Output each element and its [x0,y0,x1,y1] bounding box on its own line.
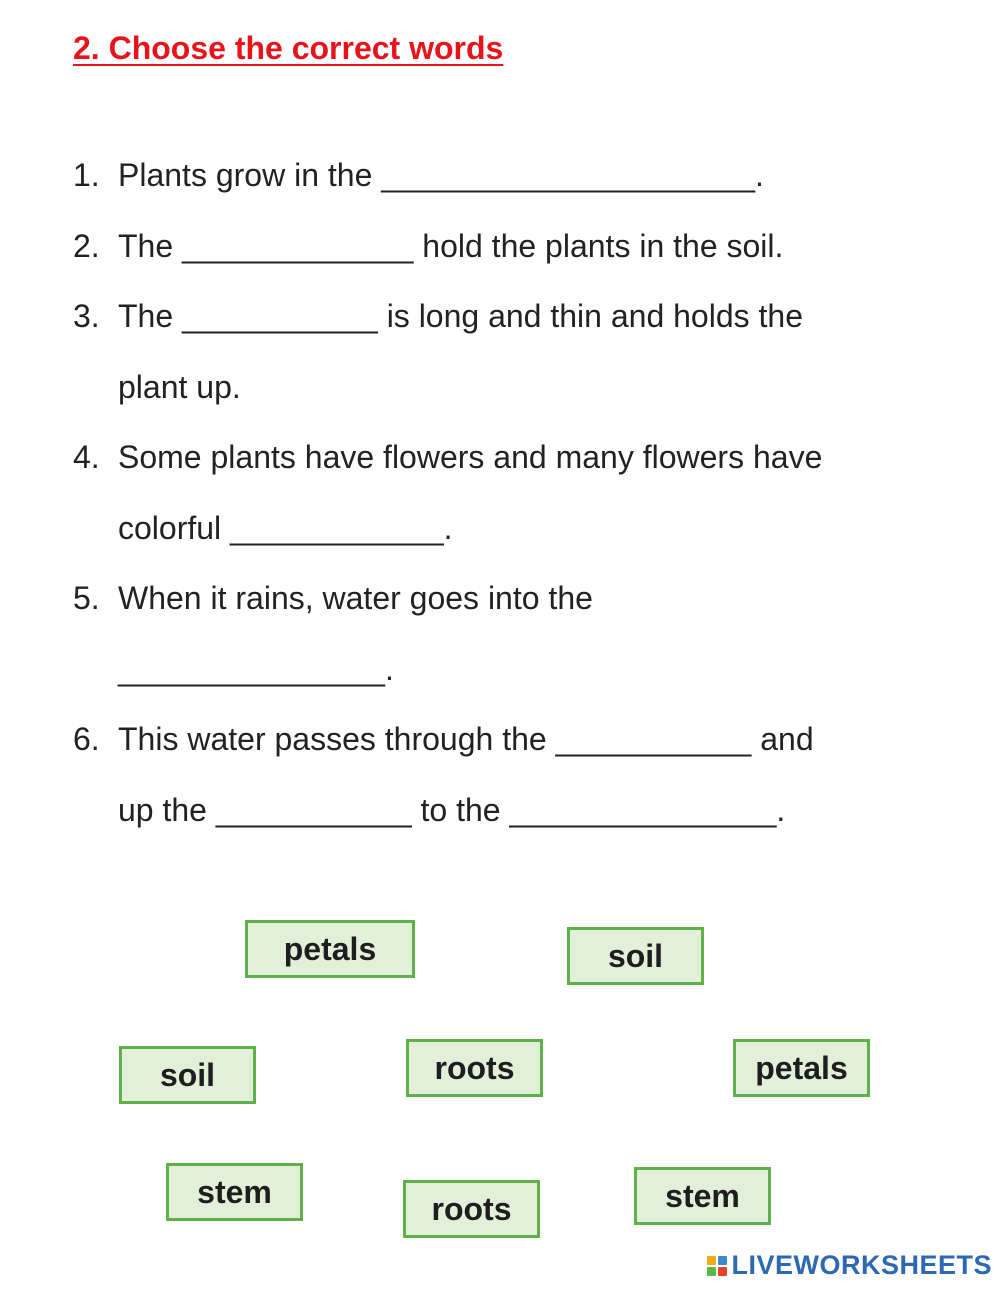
question-text[interactable]: The ___________ is long and thin and holds the [118,298,803,334]
question-text-continued: plant up. [118,368,241,405]
question-text-continued[interactable]: colorful ____________. [118,509,453,546]
question-2 [73,211,933,282]
question-number: 1. [73,157,100,193]
word-chip-petals[interactable]: petals [245,920,415,978]
question-text[interactable]: The _____________ hold the plants in the soil. [118,227,784,264]
word-chip-stem[interactable]: stem [166,1163,303,1221]
word-chip-roots[interactable]: roots [403,1180,540,1238]
question-text-continued[interactable]: _______________. [118,650,394,687]
question-number: 2. [73,227,100,264]
brand-watermark [707,1250,992,1281]
question-number: 3. [73,298,100,334]
question-4 [73,422,933,563]
question-number: 6. [73,721,100,757]
question-text[interactable]: Plants grow in the _____________________. [118,157,764,193]
question-number: 4. [73,439,100,475]
word-chip-roots[interactable]: roots [406,1039,543,1097]
brand-name: LIVEWORKSHEETS [731,1250,992,1280]
question-1 [73,140,933,211]
question-text: When it rains, water goes into the [118,580,593,616]
question-list [73,140,933,845]
liveworksheets-logo-icon [707,1256,727,1276]
word-chip-petals[interactable]: petals [733,1039,870,1097]
word-chip-soil[interactable]: soil [119,1046,256,1104]
question-5 [73,563,933,704]
question-text-continued[interactable]: up the ___________ to the _______________. [118,791,786,828]
question-3 [73,281,933,422]
question-number: 5. [73,580,100,616]
question-text[interactable]: This water passes through the ___________ and [118,721,814,757]
word-chip-stem[interactable]: stem [634,1167,771,1225]
question-6 [73,704,933,845]
word-chip-soil[interactable]: soil [567,927,704,985]
question-text: Some plants have flowers and many flowers have [118,439,823,475]
worksheet-title: 2. Choose the correct words [73,30,504,66]
